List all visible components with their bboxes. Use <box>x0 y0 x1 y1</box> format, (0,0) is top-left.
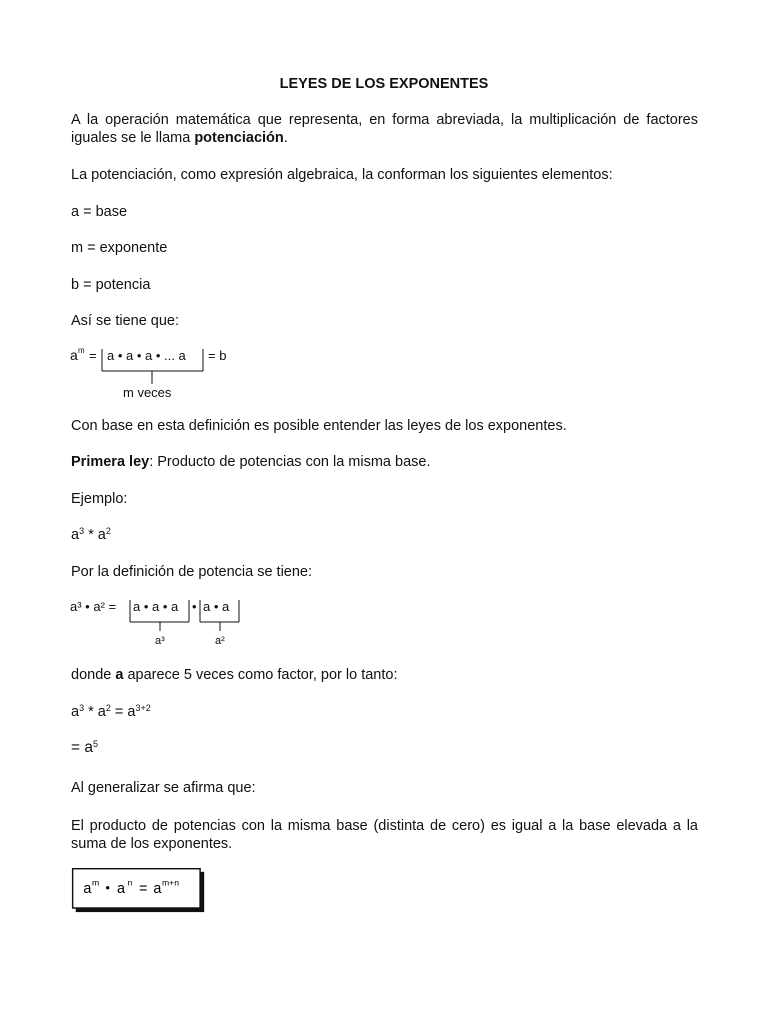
power-definition-figure <box>70 343 270 403</box>
expr-base: a <box>71 704 80 720</box>
donde-bold: a <box>115 667 124 683</box>
fig2-group2: a • a <box>203 599 230 614</box>
expr-base: a <box>97 527 106 543</box>
intro-text: A la operación matemática que representa, en forma abreviada, la multiplicación de factores iguales se le llama <box>71 112 698 146</box>
intro-paragraph <box>71 111 698 147</box>
fig2-label1: a³ <box>155 635 165 647</box>
definition-line: Con base en esta definición es posible entender las leyes de los exponentes. <box>71 418 567 434</box>
document-title: LEYES DE LOS EXPONENTES <box>279 76 489 92</box>
result-exponent: 5 <box>92 739 98 749</box>
rule-base2: a <box>116 880 125 897</box>
expr-exponent: 3 <box>79 703 85 713</box>
element-base: a = base <box>71 204 128 220</box>
expr-base: a <box>97 704 106 720</box>
fig2-group1: a • a • a <box>133 599 179 614</box>
element-power: b = potencia <box>71 277 151 293</box>
result-base: a <box>84 739 93 756</box>
generalizar-line: Al generalizar se afirma que: <box>71 780 256 796</box>
result-expression <box>71 739 698 757</box>
product-rule-box <box>70 868 208 914</box>
fig1-eq: = <box>89 348 97 363</box>
rule-exp1: m <box>92 877 100 888</box>
intro-end: . <box>283 130 288 146</box>
rule-exp2: n <box>127 877 133 888</box>
product-expansion-figure <box>70 594 260 652</box>
fig1-chain: a • a • a • ... a <box>107 348 186 363</box>
sum-expression <box>71 703 698 721</box>
expr-operator: * <box>84 704 98 720</box>
element-exponent: m = exponente <box>71 240 168 256</box>
expr-base: a <box>127 704 136 720</box>
rule-dot: • <box>105 880 110 895</box>
expr-equals: = <box>110 704 128 720</box>
fig1-lhs-exp: m <box>78 346 85 355</box>
donde-pre: donde <box>71 667 116 683</box>
donde-line <box>71 666 698 684</box>
rule-eq: = <box>139 880 148 897</box>
first-law-line <box>71 453 698 471</box>
expr-base: a <box>71 527 80 543</box>
rule-base1: a <box>83 880 92 897</box>
first-law-label: Primera ley <box>71 454 150 470</box>
rule-exp3: m+n <box>162 877 179 888</box>
expr-operator: * <box>84 527 98 543</box>
fig2-lhs: a³ • a² = <box>70 599 117 614</box>
fig2-label2: a² <box>215 635 225 647</box>
fig1-lhs-base: a <box>70 347 78 363</box>
expr-exponent: 2 <box>105 703 111 713</box>
fig1-rhs: = b <box>208 348 227 363</box>
expr-exponent: 3+2 <box>135 703 151 713</box>
conclusion-paragraph: El producto de potencias con la misma base (distinta de cero) es igual a la base elevada a la suma de los exponentes. <box>71 818 698 852</box>
first-law-text: : Producto de potencias con la misma base. <box>149 454 431 470</box>
expr-exponent: 3 <box>79 526 85 536</box>
rule-base3: a <box>153 880 162 897</box>
asi-line: Así se tiene que: <box>71 313 180 329</box>
expr-exponent: 2 <box>105 526 111 536</box>
por-definicion-line: Por la definición de potencia se tiene: <box>71 564 313 580</box>
fig1-brace-label: m veces <box>123 385 172 400</box>
ejemplo-label: Ejemplo: <box>71 491 128 507</box>
fig2-dot: • <box>192 599 197 614</box>
example-expression <box>71 526 698 544</box>
result-equals: = <box>71 739 85 756</box>
elements-intro: La potenciación, como expresión algebraica, la conforman los siguientes elementos: <box>71 167 613 183</box>
donde-post: aparece 5 veces como factor, por lo tanto: <box>123 667 398 683</box>
intro-bold-term: potenciación <box>194 130 284 146</box>
